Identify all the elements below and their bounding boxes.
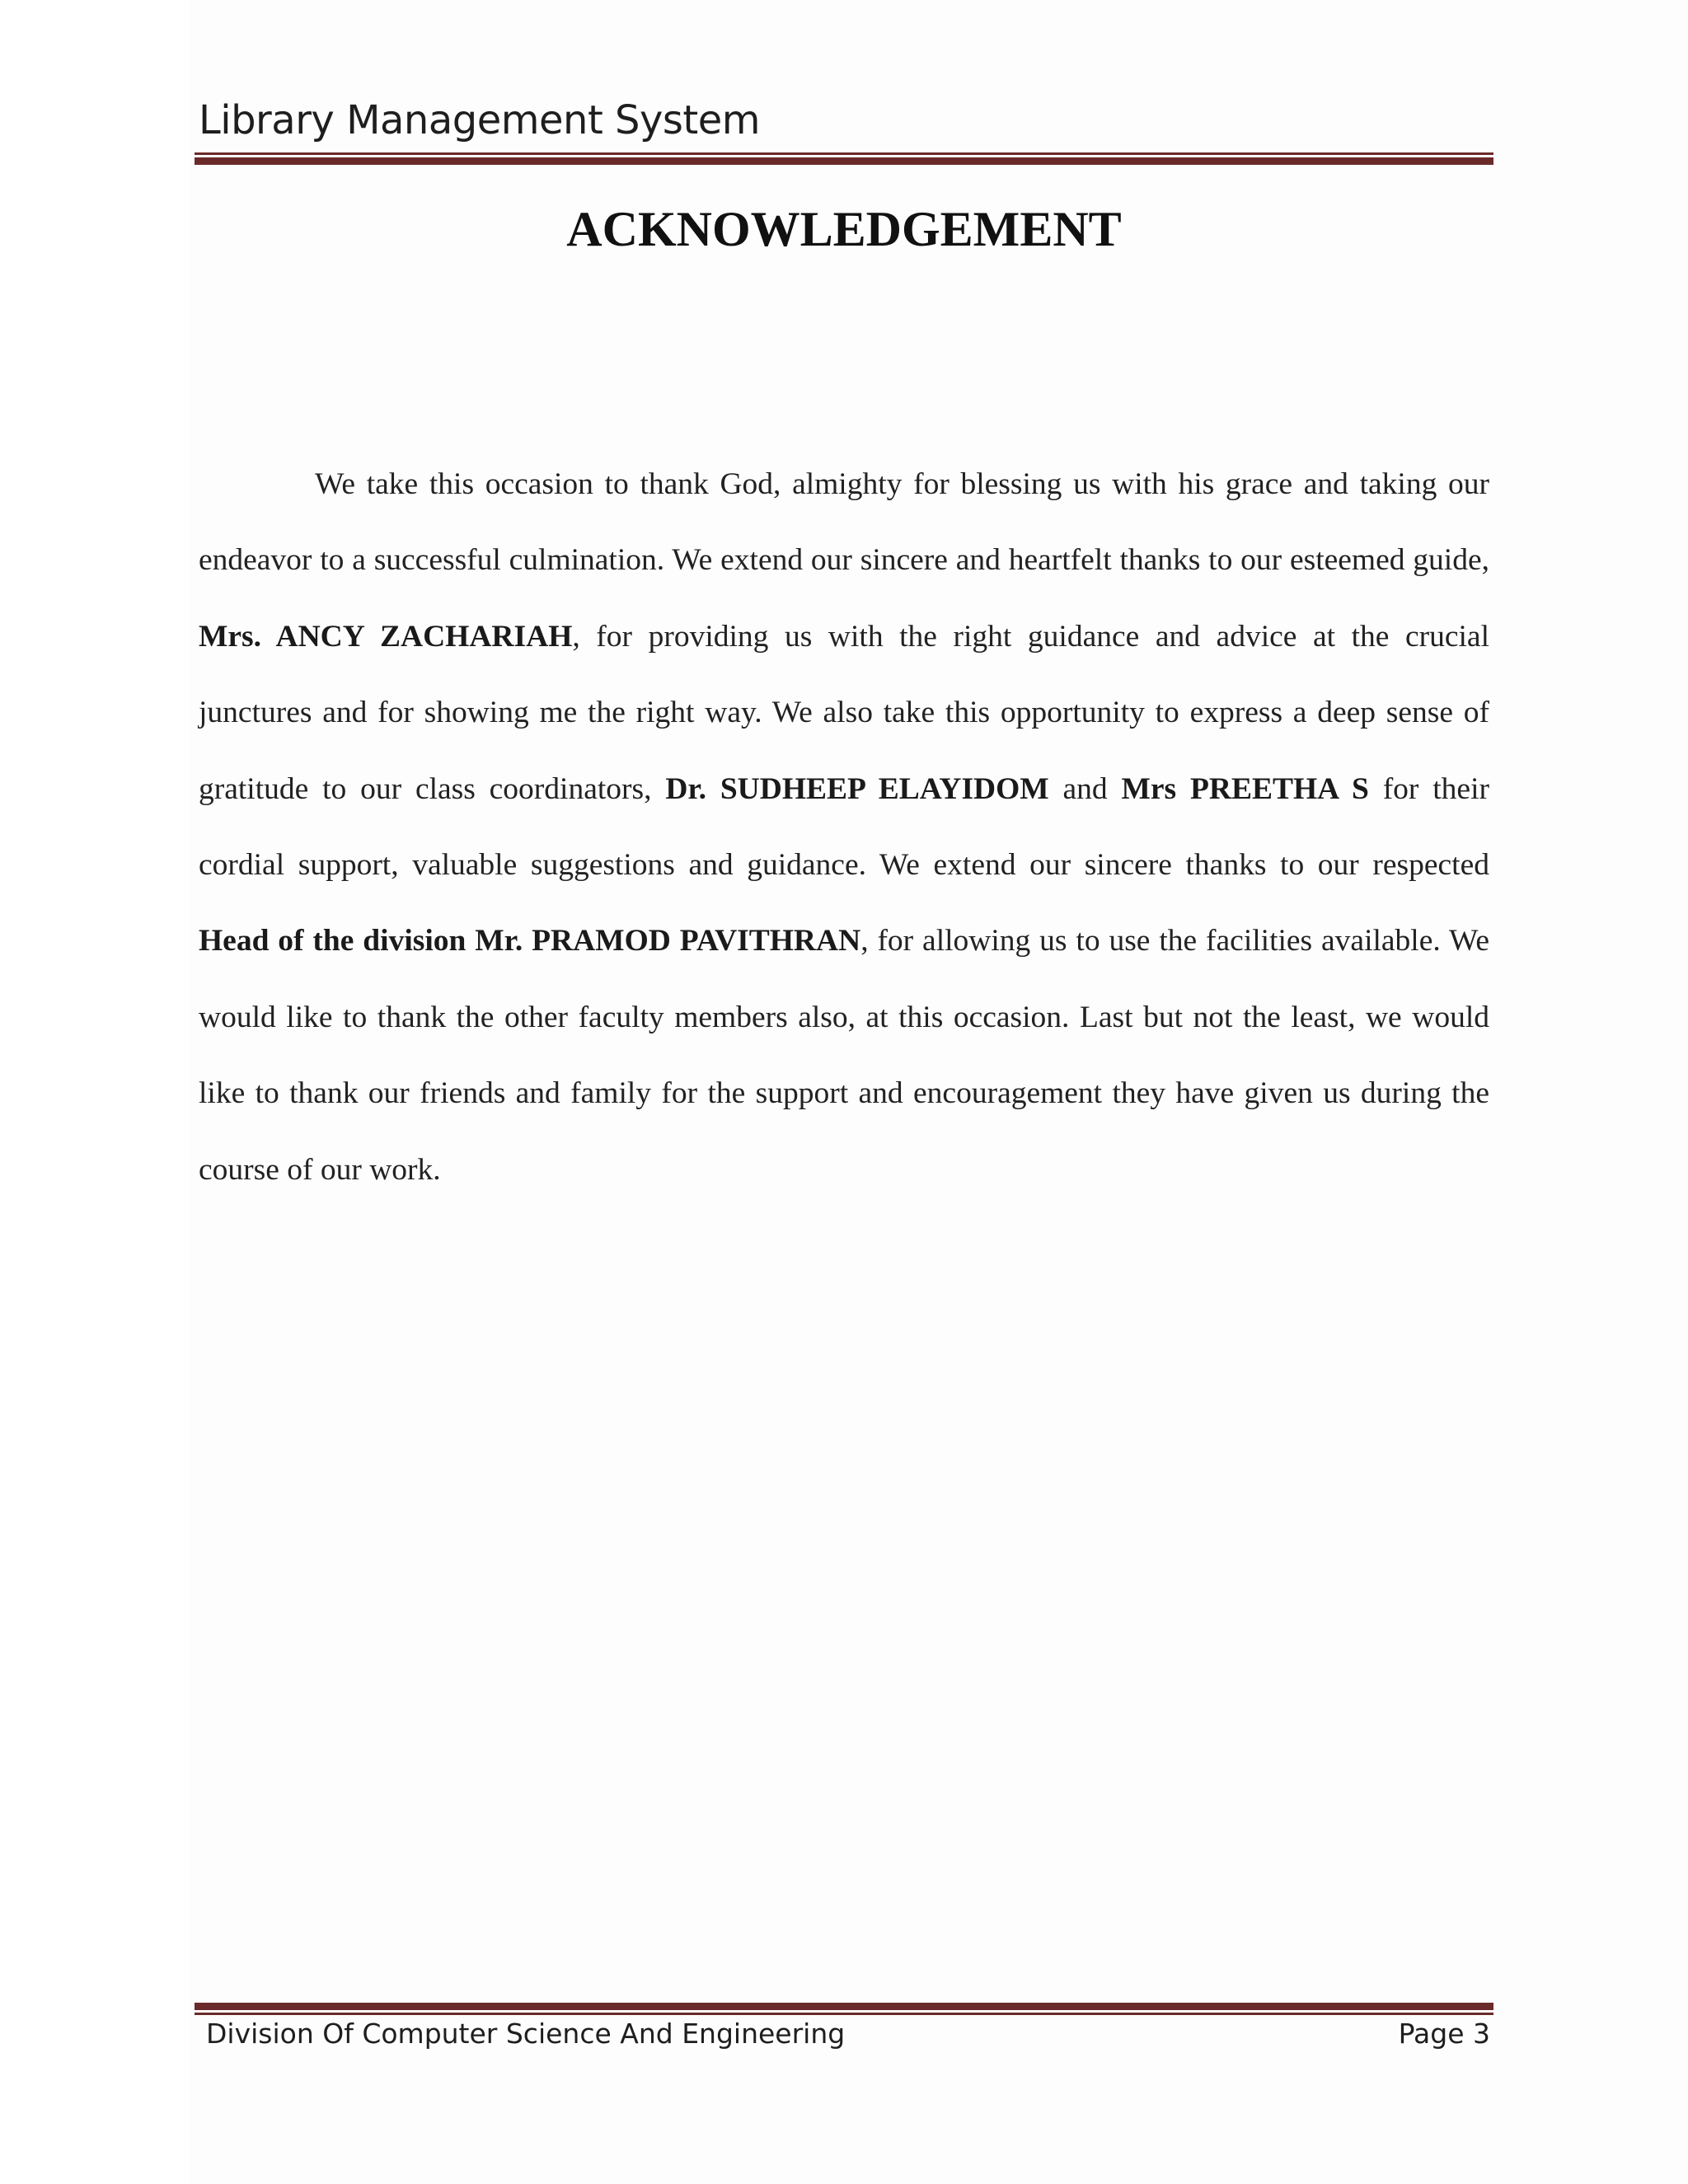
paragraph-text: for their cordial support, valuable suggestions and guidance. We extend our sincere thanks to our respected: [199, 771, 1489, 883]
header-rule-thick: [195, 157, 1493, 165]
footer-page-number: Page 3: [1398, 2018, 1490, 2050]
footer-rule-thick: [195, 2003, 1493, 2010]
paragraph-text: , for providing us with the right guidance and advice at the crucial junctures and for showing me the right way. We also take this opportunity to express a deep sense of gratitude to our class coordinators,: [199, 619, 1489, 806]
page-heading: ACKNOWLEDGEMENT: [566, 202, 1122, 256]
acknowledgement-body: [199, 447, 1489, 1208]
coordinator-name: Dr. SUDHEEP ELAYIDOM: [665, 771, 1049, 806]
running-header-title: Library Management System: [199, 97, 761, 143]
paragraph-text: We take this occasion to thank God, almighty for blessing us with his grace and taking our endeavor to a successful culmination. We extend our sincere and heartfelt thanks to our esteemed guide,: [199, 467, 1489, 578]
division-head-name: Head of the division Mr. PRAMOD PAVITHRAN: [199, 924, 861, 958]
guide-name: Mrs. ANCY ZACHARIAH: [199, 619, 573, 654]
acknowledgement-paragraph: [199, 447, 1489, 1208]
paragraph-text: , for allowing us to use the facilities available. We would like to thank the other faculty members also, at this occasion. Last but not the least, we would like to thank our friends and family for the support and encouragement they have given us during the course of our work.: [199, 924, 1489, 1187]
coordinator-name: Mrs PREETHA S: [1121, 771, 1369, 806]
paragraph-text: and: [1048, 771, 1122, 806]
footer-department: Division Of Computer Science And Engineering: [206, 2018, 846, 2050]
header-rule-thin: [195, 152, 1493, 155]
page-margin: [0, 0, 190, 2184]
footer-rule-thin: [195, 2013, 1493, 2015]
